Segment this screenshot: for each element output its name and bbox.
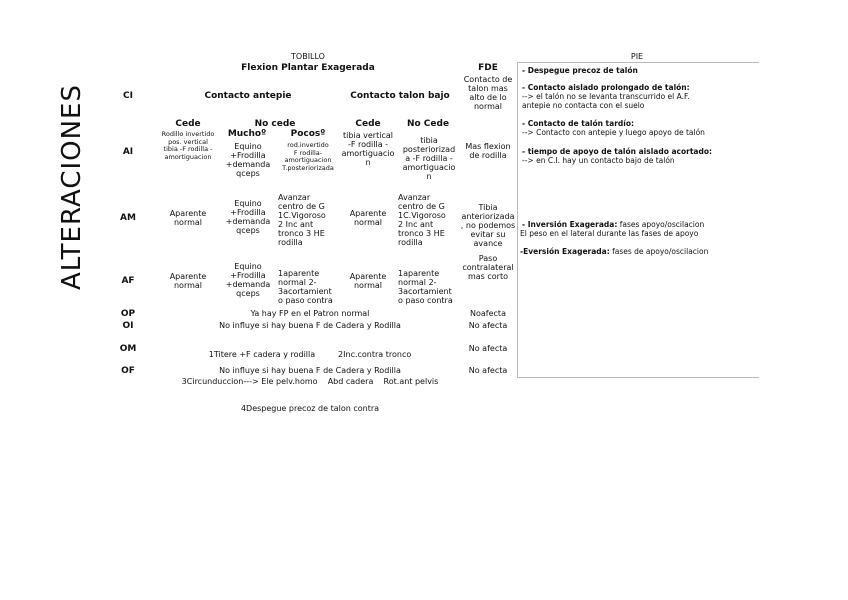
om-fde: No afecta [468, 344, 508, 353]
oi-text: No influye si hay buena F de Cadera y Rodilla [219, 321, 401, 330]
side-title: ALTERACIONES [57, 84, 87, 291]
pie-line-4: antepie no contacta con el suelo [522, 101, 645, 110]
om-text: 1Titere +F cadera y rodilla 2Inc.contra tronco 3Circunduccion---> Ele pelv.homo Abd cadera Rot.ant pelvis 4Despegue precoz de talon contra [181, 350, 439, 413]
pie-inversion-detail: El peso en el lateral durante las fases de apoyo [520, 229, 699, 238]
ci-contacto-talon: Contacto talon bajo [350, 91, 450, 101]
pie-eversion: -Eversión Exagerada: fases de apoyo/oscilacion [520, 247, 709, 256]
af-col2: Equino +Frodilla +demanda qceps [225, 262, 271, 298]
ai-fde: Mas flexion de rodilla [465, 142, 511, 160]
pie-line-3: --> el talón no se levanta transcurrido el A.F. [522, 92, 690, 101]
row-label-ci: CI [123, 91, 133, 101]
row-label-oi: OI [122, 321, 134, 331]
ai-cede2-text: tibia vertical -F rodilla - amortiguacio n [341, 131, 395, 167]
af-col1: Aparente normal [169, 272, 207, 290]
am-col1: Aparente normal [169, 209, 207, 227]
pie-line-5: - Contacto de talón tardío: [522, 119, 634, 128]
pie-line-1: - Despegue precoz de talón [522, 66, 638, 75]
ai-mucho-text: Equino +Frodilla +demanda qceps [225, 142, 271, 178]
pie-line-6: --> Contacto con antepie y luego apoyo de talón [522, 128, 705, 137]
am-col4: Aparente normal [349, 209, 387, 227]
row-label-am: AM [120, 213, 136, 223]
row-label-of: OF [121, 366, 135, 376]
ai-poco: Pocosº [290, 129, 326, 139]
op-text: Ya hay FP en el Patron normal [250, 309, 370, 318]
ai-cede: Cede [175, 119, 201, 129]
op-fde: Noafecta [470, 309, 506, 318]
pie-line-8: --> en C.I. hay un contacto bajo de talón [522, 156, 675, 165]
row-label-om: OM [119, 344, 137, 354]
af-col5: 1aparente normal 2- 3acortamient o paso contra [398, 269, 453, 305]
row-label-op: OP [120, 309, 136, 319]
ai-poco-text: rod.invertido F rodilla- amortiguacion T.posteriorizada [282, 141, 334, 172]
am-fde: Tibia anteriorizada , no podemos evitar su avance [460, 203, 516, 248]
header-pie: PIE [630, 52, 644, 61]
ci-fde: Contacto de talon mas alto de lo normal [463, 75, 513, 111]
of-fde: No afecta [468, 366, 508, 375]
header-flexion: Flexion Plantar Exagerada [241, 63, 375, 73]
of-text: No influye si hay buena F de Cadera y Rodilla [219, 366, 401, 375]
ai-no-cede2-text: tibia posteriorizad a -F rodilla - amortiguacio n [402, 136, 456, 181]
ai-no-cede: No cede [254, 119, 296, 129]
pie-line-7: - tiempo de apoyo de talón aislado acortado: [522, 147, 712, 156]
ai-mucho: Muchoº [227, 129, 267, 139]
header-fde: FDE [478, 63, 498, 73]
row-label-ai: AI [122, 147, 134, 157]
header-tobillo: TOBILLO [291, 52, 325, 61]
af-col4: Aparente normal [349, 272, 387, 290]
af-fde: Paso contralateral mas corto [462, 254, 514, 281]
af-col3: 1aparente normal 2- 3acortamient o paso contra [278, 269, 333, 305]
oi-fde: No afecta [468, 321, 508, 330]
am-col3: Avanzar centro de G 1C.Vigoroso 2 Inc ant tronco 3 HE rodilla [278, 193, 326, 247]
ai-no-cede-2: No Cede [406, 119, 450, 129]
am-col2: Equino +Frodilla +demanda qceps [225, 199, 271, 235]
ai-cede-2: Cede [355, 119, 381, 129]
ai-cede-text: Rodillo invertido pos. vertical tibia -F rodilla - amortiguacion [161, 130, 215, 161]
ci-contacto-antepie: Contacto antepie [204, 91, 292, 101]
pie-inversion: - Inversión Exagerada: fases apoyo/oscilacion [522, 220, 705, 229]
pie-line-2: - Contacto aislado prolongado de talón: [522, 83, 690, 92]
row-label-af: AF [121, 276, 135, 286]
am-col5: Avanzar centro de G 1C.Vigoroso 2 Inc ant tronco 3 HE rodilla [398, 193, 446, 247]
